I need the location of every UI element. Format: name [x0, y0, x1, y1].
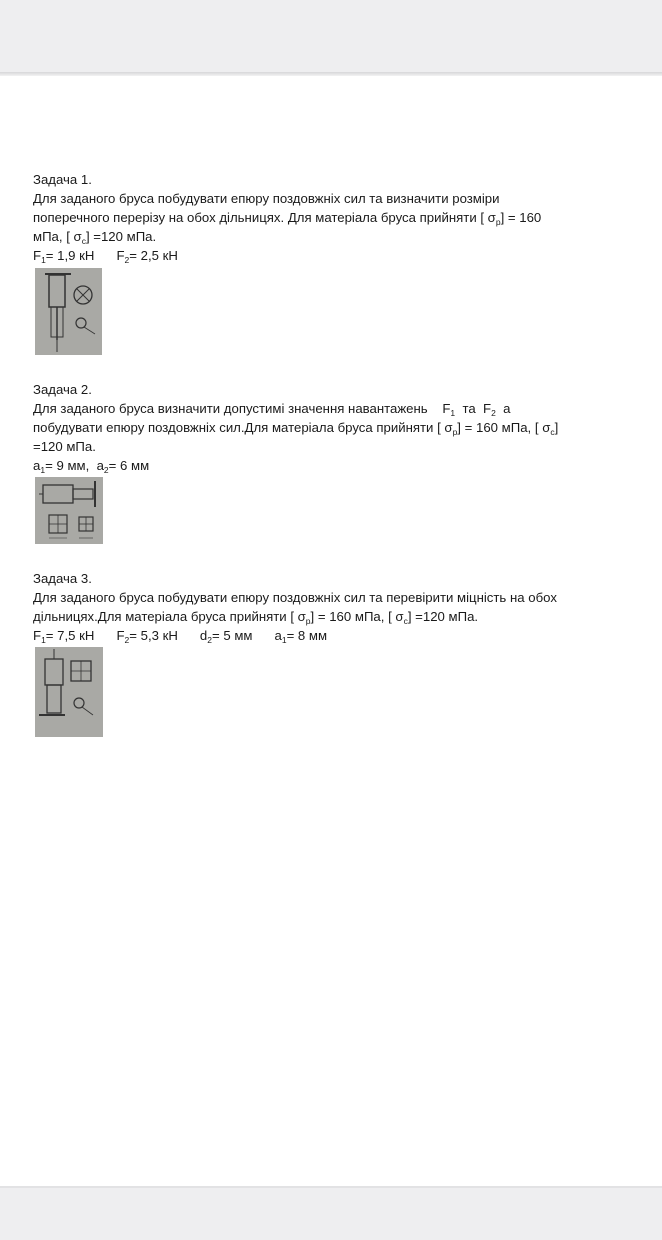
task-1: [33, 170, 633, 265]
task-2-line-2: побудувати епюру поздовжніх сил.Для матеріала бруса прийняти [ $\sigma_р] = 160$ мПа, [ $\sigma_с$]: [33, 420, 559, 437]
task-1-line-1: Для заданого бруса побудувати епюру поздовжніх сил та визначити розміри: [33, 191, 500, 206]
task-1-title: Задача 1.: [33, 172, 92, 187]
task-3: [33, 569, 633, 645]
top-band: [0, 0, 662, 72]
task-3-line-1: Для заданого бруса побудувати епюру поздовжніх сил та перевірити міцність на обох: [33, 590, 557, 605]
bottom-band: [0, 1186, 662, 1240]
task-3-params: $F_1= 7,5$ кН $F_2= 5,3$ кН $d_2= 5$ мм $a_1= 8$ мм: [33, 628, 328, 645]
task-3-figure: [35, 647, 103, 737]
task-1-figure: [35, 268, 102, 355]
task-2-params: $a_1= 9$ мм, $a_2= 6$ мм: [33, 458, 150, 475]
task-1-line-2: поперечного перерізу на обох дільницях. Для матеріала бруса прийняти [ $\sigma_р] = 160$: [33, 210, 542, 227]
task-2-title: Задача 2.: [33, 382, 92, 397]
task-3-title: Задача 3.: [33, 571, 92, 586]
task-2-figure: [35, 477, 103, 544]
task-3-line-2: дільницях.Для матеріала бруса прийняти [ $\sigma_р] = 160$ мПа, [ $\sigma_с] =120$ мПа.: [33, 609, 479, 626]
task-1-params: $F_1= 1,9$ кН $F_2= 2,5$ кН: [33, 248, 178, 265]
bottom-divider: [0, 1186, 662, 1188]
task-2-line-1: Для заданого бруса визначити допустимі значення навантажень $F_1$ та $F_2$ а: [33, 401, 511, 418]
task-2-line-3: =120 мПа.: [33, 439, 96, 454]
task-1-line-3: мПа, [ $\sigma_с] =120$ мПа.: [33, 229, 157, 246]
task-2: [33, 380, 633, 475]
